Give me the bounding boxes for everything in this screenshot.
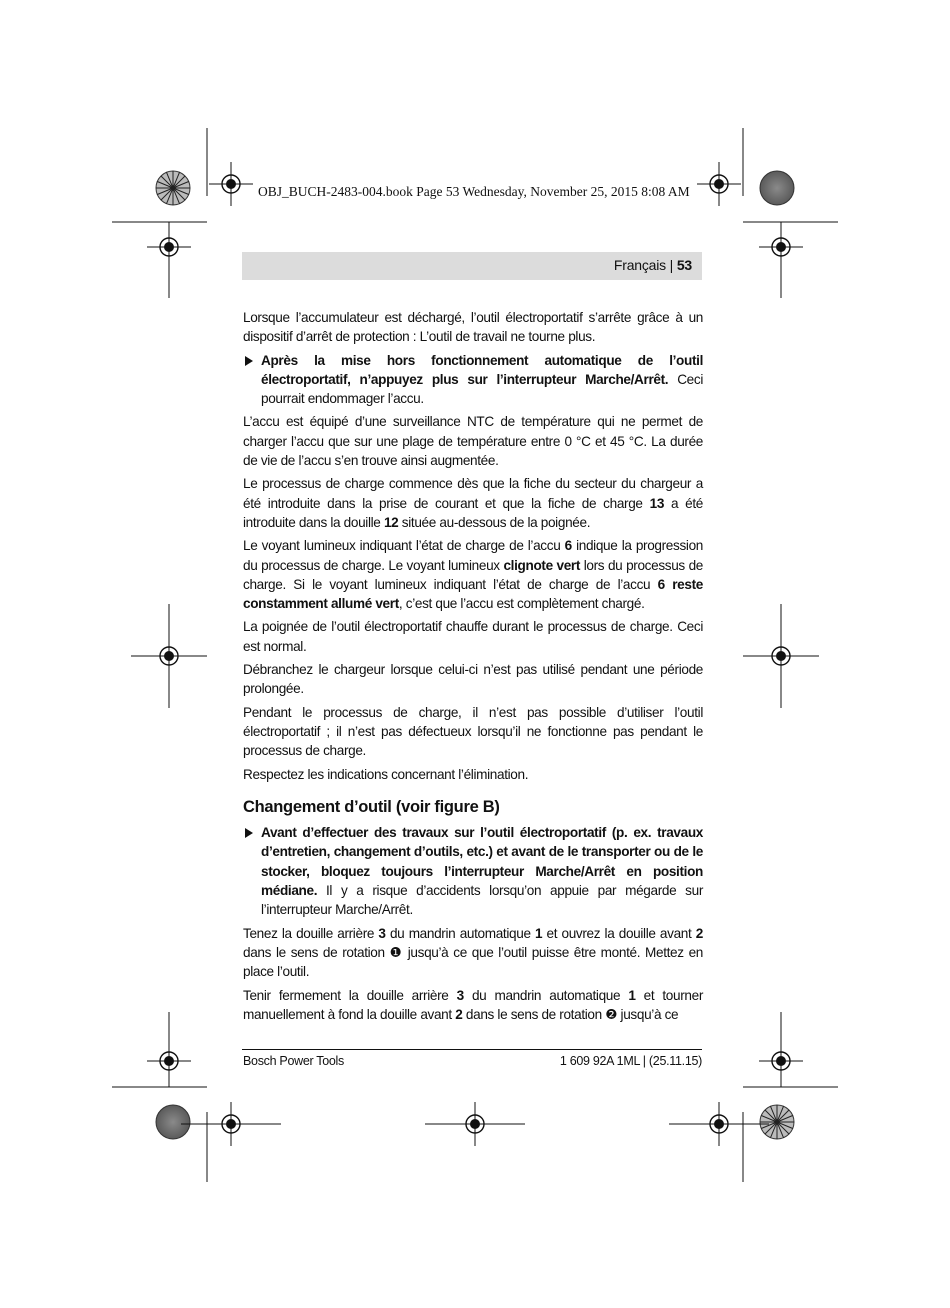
warning-bold-text: Avant d’effectuer des travaux sur l’outil électroportatif (p. ex. travaux d’entretien, changement d’outils, etc.) et avant de le transporter ou de le stocker, bloquez toujours l’interrupteur Marche/Arrêt en position médiane.: [261, 825, 703, 899]
paragraph: Pendant le processus de charge, il n’est pas possible d’utiliser l’outil électroportatif ; il n’est pas défectueux lorsqu’il ne fonctionne pas pendant le processus de charge.: [243, 704, 703, 759]
page-body: [243, 308, 703, 1028]
paragraph: Respectez les indications concernant l’élimination.: [243, 766, 529, 782]
paragraph: Le voyant lumineux indiquant l’état de charge de l’accu 6 indique la progression du processus de charge. Le voyant lumineux clignote vert lors du processus de charge. Si le voyant lumineux indiquant l’état de charge de l’accu 6 reste constamment allumé vert, c’est que l’accu est complètement chargé.: [243, 538, 704, 612]
triangle-bullet-icon: [245, 828, 253, 838]
starburst-icon: [760, 1105, 794, 1139]
starburst-icon: [156, 171, 190, 205]
footer-docref: 1 609 92A 1ML | (25.11.15): [559, 1054, 702, 1068]
paragraph: L’accu est équipé d’une surveillance NTC de température qui ne permet de charger l’accu que sur une plage de température entre 0 °C et 45 °C. La durée de vie de l’accu s’en trouve ainsi augmentée.: [243, 414, 703, 469]
warning-text: Il y a risque d’accidents lorsqu’on appuie par mégarde sur l’interrupteur Marche/Arrêt.: [261, 883, 703, 918]
paragraph: Le processus de charge commence dès que la fiche du secteur du chargeur a été introduite dans la prise de courant et que la fiche de charge 13 a été introduite dans la douille 12 située au-dessous de la poignée.: [243, 476, 703, 530]
triangle-bullet-icon: [245, 356, 253, 366]
paragraph: Tenez la douille arrière 3 du mandrin automatique 1 et ouvrez la douille avant 2 dans le sens de rotation ❶ jusqu’à ce que l’outil puisse être monté. Mettez en place l’outil.: [243, 925, 703, 980]
warning-bullet: [243, 823, 703, 919]
language-label: Français: [613, 257, 666, 273]
paragraph: Débranchez le chargeur lorsque celui-ci n’est pas utilisé pendant une période prolongée.: [243, 662, 703, 697]
warning-bullet: [243, 351, 703, 409]
grey-disc-icon: [760, 171, 794, 205]
warning-text: Ceci pourrait endommager l’accu.: [261, 371, 703, 407]
page-header-label: [614, 257, 692, 273]
footer-brand: Bosch Power Tools: [243, 1054, 344, 1068]
page-number: 53: [676, 257, 692, 273]
warning-bold-text: Après la mise hors fonctionnement automatique de l’outil électroportatif, n’appuyez plus sur l’interrupteur Marche/Arrêt.: [261, 352, 703, 387]
print-slug: OBJ_BUCH-2483-004.book Page 53 Wednesday, November 25, 2015 8:08 AM: [258, 184, 690, 199]
grey-disc-icon: [156, 1105, 190, 1139]
footer-rule: [242, 1049, 702, 1050]
page-header-bar: [242, 252, 702, 280]
section-heading: Changement d’outil (voir figure B): [243, 797, 500, 816]
paragraph: Tenir fermement la douille arrière 3 du mandrin automatique 1 et tourner manuellement à fond la douille avant 2 dans le sens de rotation ❷ jusqu’à ce: [243, 987, 703, 1022]
header-separator: |: [669, 257, 674, 273]
paragraph: La poignée de l’outil électroportatif chauffe durant le processus de charge. Ceci est normal.: [243, 619, 703, 654]
paragraph: Lorsque l’accumulateur est déchargé, l’outil électroportatif s’arrête grâce à un dispositif d’arrêt de protection : L’outil de travail ne tourne plus.: [243, 310, 703, 345]
